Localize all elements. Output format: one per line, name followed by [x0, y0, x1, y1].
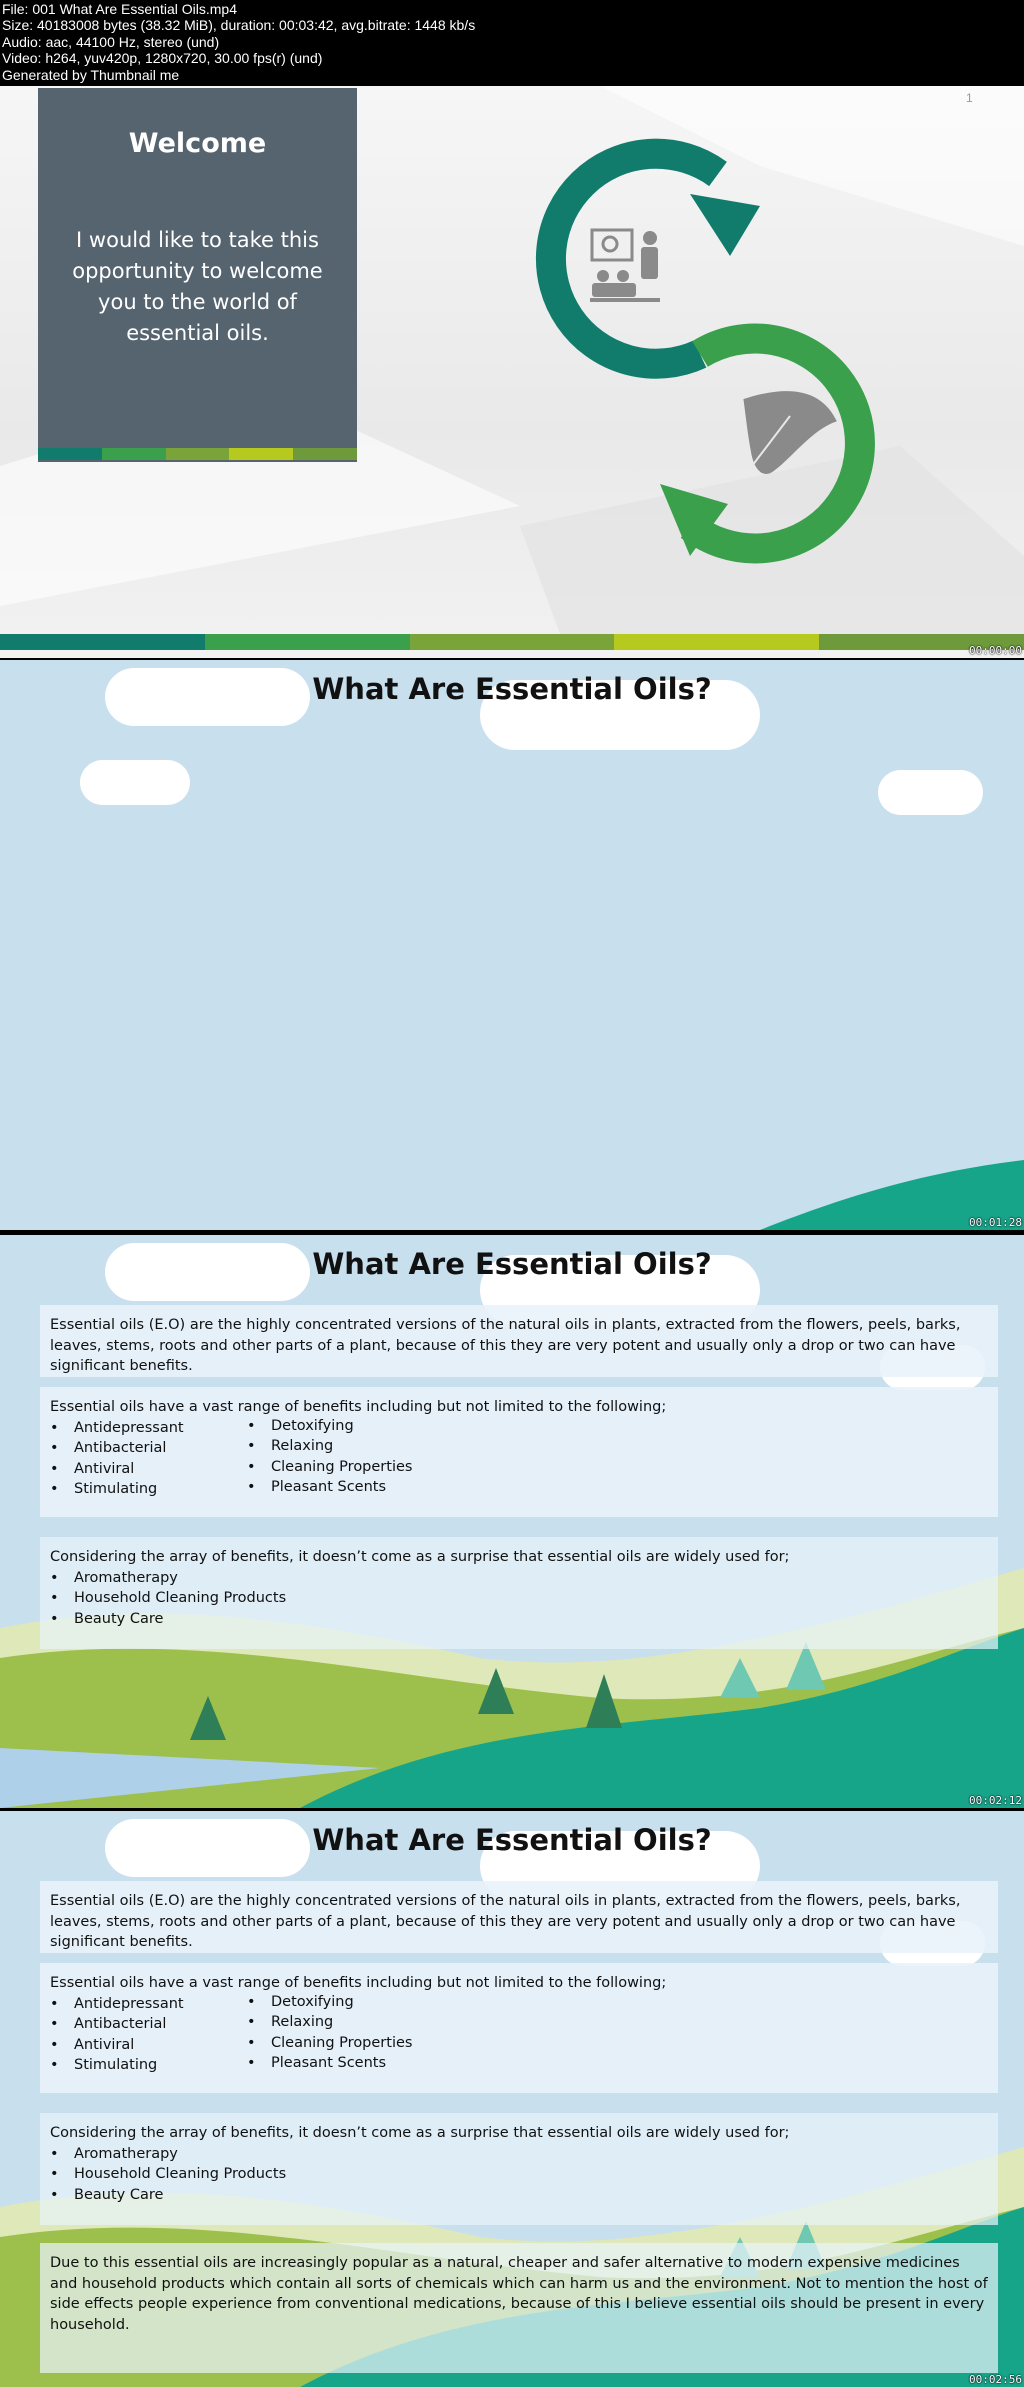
- cycle-arrows-icon: [0, 86, 1024, 658]
- benefits-intro: Essential oils have a vast range of benefits including but not limited to the following;: [50, 1399, 667, 1415]
- slide-title: What Are Essential Oils?: [312, 1823, 712, 1857]
- benefits-box: [40, 1387, 998, 1517]
- uses-box: [40, 2113, 998, 2225]
- frame-timestamp: 00:00:00: [969, 644, 1022, 657]
- list-item: • Antibacterial: [50, 1438, 247, 1459]
- list-item: • Beauty Care: [50, 2185, 988, 2206]
- list-item: • Stimulating: [50, 1479, 247, 1500]
- list-item: • Stimulating: [50, 2055, 247, 2076]
- frame-timestamp: 00:01:28: [969, 1216, 1022, 1229]
- definition-text: Essential oils (E.O) are the highly concentrated versions of the natural oils in plants, extracted from the flowers, peels, barks, leaves, stems, roots and other parts of a plant, because of this they are very potent and usually only a drop or two can have significant benefits.: [50, 1317, 961, 1374]
- info-line-generator: Generated by Thumbnail me: [2, 66, 180, 83]
- list-item: • Antidepressant: [50, 1994, 247, 2015]
- list-item: • Cleaning Properties: [247, 2033, 444, 2054]
- uses-list: [50, 2144, 988, 2206]
- welcome-title: Welcome: [128, 128, 267, 159]
- benefits-intro: Essential oils have a vast range of benefits including but not limited to the following;: [50, 1975, 667, 1991]
- definition-box: [40, 1305, 998, 1377]
- list-item: • Antiviral: [50, 2035, 247, 2056]
- info-line-file: File: 001 What Are Essential Oils.mp4: [2, 1, 237, 17]
- uses-list: [50, 1568, 988, 1630]
- frame-timestamp: 00:02:56: [969, 2373, 1022, 2386]
- list-item: • Pleasant Scents: [247, 1477, 444, 1498]
- cloud: [80, 760, 190, 805]
- thumbnail-frame-conclusion: [0, 1811, 1024, 2387]
- hills-landscape: [0, 1130, 1024, 1230]
- conclusion-text: Due to this essential oils are increasingly popular as a natural, cheaper and safer alternative to modern expensive medicines and household products which contain all sorts of chemicals which can harm us and the environment. Not to mention the host of side effects people experience from conventional medications, because of this I believe essential oils should be present in every household.: [50, 2255, 988, 2333]
- definition-text: Essential oils (E.O) are the highly concentrated versions of the natural oils in plants, extracted from the flowers, peels, barks, leaves, stems, roots and other parts of a plant, because of this they are very potent and usually only a drop or two can have significant benefits.: [50, 1893, 961, 1950]
- list-item: • Household Cleaning Products: [50, 1588, 988, 1609]
- list-item: • Household Cleaning Products: [50, 2164, 988, 2185]
- video-info-header: [0, 0, 1024, 86]
- benefits-list-right: [247, 1992, 444, 2076]
- thumbnail-frame-title: [0, 660, 1024, 1230]
- definition-box: [40, 1881, 998, 1953]
- slide-title: What Are Essential Oils?: [312, 672, 712, 706]
- list-item: • Cleaning Properties: [247, 1457, 444, 1478]
- list-item: • Aromatherapy: [50, 1568, 988, 1589]
- benefits-box: [40, 1963, 998, 2093]
- welcome-body: I would like to take this opportunity to welcome you to the world of essential oils.: [72, 228, 323, 345]
- list-item: • Aromatherapy: [50, 2144, 988, 2165]
- list-item: • Antidepressant: [50, 1418, 247, 1439]
- list-item: • Antiviral: [50, 1459, 247, 1480]
- list-item: • Detoxifying: [247, 1992, 444, 2013]
- thumbnail-frame-welcome: [0, 86, 1024, 658]
- slide-title: What Are Essential Oils?: [312, 1247, 712, 1281]
- list-item: • Detoxifying: [247, 1416, 444, 1437]
- info-line-video: Video: h264, yuv420p, 1280x720, 30.00 fps(r) (und): [2, 50, 323, 67]
- uses-box: [40, 1537, 998, 1649]
- info-line-size: Size: 40183008 bytes (38.32 MiB), duration: 00:03:42, avg.bitrate: 1448 kb/s: [2, 17, 476, 34]
- slide-number: 1: [966, 91, 973, 105]
- cloud: [878, 770, 983, 815]
- list-item: • Antibacterial: [50, 2014, 247, 2035]
- benefits-list-left: [50, 1418, 247, 1500]
- uses-intro: Considering the array of benefits, it doesn’t come as a surprise that essential oils are widely used for;: [50, 2125, 790, 2141]
- list-item: • Pleasant Scents: [247, 2053, 444, 2074]
- list-item: • Relaxing: [247, 1436, 444, 1457]
- bottom-color-stripe: [0, 634, 1024, 650]
- list-item: • Beauty Care: [50, 1609, 988, 1630]
- presentation-icon: [590, 230, 660, 302]
- list-item: • Relaxing: [247, 2012, 444, 2033]
- benefits-list-right: [247, 1416, 444, 1500]
- info-line-audio: Audio: aac, 44100 Hz, stereo (und): [2, 33, 220, 50]
- thumbnail-frame-content: [0, 1235, 1024, 1808]
- frame-timestamp: 00:02:12: [969, 1794, 1022, 1807]
- benefits-list-left: [50, 1994, 247, 2076]
- uses-intro: Considering the array of benefits, it doesn’t come as a surprise that essential oils are widely used for;: [50, 1549, 790, 1565]
- conclusion-box: [40, 2243, 998, 2373]
